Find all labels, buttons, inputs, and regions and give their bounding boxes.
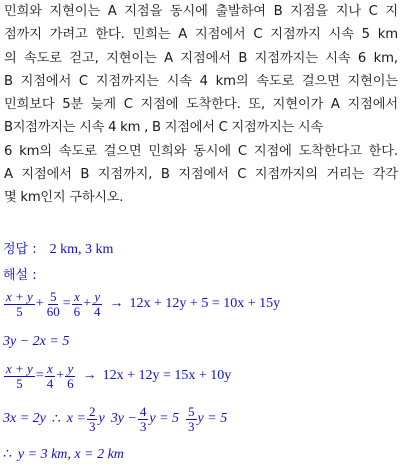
problem-line: 몇 km인지 구하시오. bbox=[4, 190, 124, 206]
numerator: 4 bbox=[139, 404, 147, 419]
numerator: x bbox=[47, 361, 53, 376]
answer-row bbox=[3, 238, 397, 258]
fraction bbox=[186, 405, 197, 433]
denominator: 4 bbox=[94, 303, 101, 319]
denominator: 3 bbox=[188, 418, 195, 434]
problem-line: 민희와 지현이는 A 지점을 동시에 출발하여 B 지점을 지나 C 지 bbox=[4, 4, 398, 19]
operator: + bbox=[35, 296, 44, 312]
denominator: 60 bbox=[46, 303, 60, 319]
numerator: 5 bbox=[188, 404, 195, 419]
denominator: 6 bbox=[73, 303, 81, 319]
fraction bbox=[65, 362, 76, 390]
fraction bbox=[4, 290, 35, 318]
operator: = bbox=[62, 296, 71, 312]
arrow-icon: → bbox=[82, 368, 97, 384]
problem-line: A 지점에서 B 지점까지, B 지점에서 C 지점까지의 거리는 각각 bbox=[4, 167, 398, 183]
numerator: y bbox=[94, 289, 101, 304]
problem-line: 점까지 가려고 한다. 민희는 A 지점에서 C 지점까지 시속 5 km bbox=[4, 27, 398, 43]
equation-text: 3y − bbox=[110, 411, 137, 427]
problem-line: B 지점에서 C 지점까지는 시속 4 km의 속도로 걸으면 지현이는 bbox=[4, 73, 398, 89]
therefore-icon: ∴ bbox=[3, 447, 12, 462]
fraction bbox=[45, 290, 62, 318]
equation-text: 3x = 2y bbox=[3, 411, 46, 427]
problem-line: 민희보다 5분 늦게 C 지점에 도착한다. 또, 지현이가 A 지점에서 bbox=[4, 97, 398, 113]
fraction bbox=[87, 405, 98, 433]
numerator: 5 bbox=[49, 289, 57, 304]
equation-text: y = 5 bbox=[197, 411, 228, 427]
equation-result: 12x + 12y = 15x + 10y bbox=[102, 368, 232, 384]
numerator: y bbox=[67, 361, 74, 376]
denominator: 3 bbox=[139, 418, 147, 434]
numerator: x bbox=[73, 289, 80, 304]
equation-text: y = 5 bbox=[149, 411, 180, 427]
fraction bbox=[72, 290, 83, 318]
equation-text: y bbox=[98, 411, 105, 427]
solution-label: 해설 : bbox=[3, 268, 37, 283]
arrow-icon: → bbox=[109, 296, 124, 312]
fraction bbox=[92, 290, 103, 318]
problem-line: B지점까지는 시속 4 km , B 지점에서 C 지점까지는 시속 bbox=[4, 120, 323, 136]
fraction bbox=[45, 362, 56, 390]
numerator: x + y bbox=[6, 361, 33, 376]
equation-text: 3y − 2x = 5 bbox=[3, 334, 70, 349]
equation-2 bbox=[3, 334, 69, 350]
problem-line: 6 km의 속도로 걸으면 민희와 동시에 C 지점에 도착한다고 한다. bbox=[4, 143, 398, 159]
denominator: 6 bbox=[67, 375, 74, 391]
equation-1 bbox=[3, 290, 280, 318]
operator: + bbox=[56, 368, 65, 384]
answer-label: 정답 : bbox=[3, 242, 37, 257]
equation-5 bbox=[3, 446, 124, 463]
operator: = bbox=[35, 368, 44, 384]
fraction bbox=[138, 405, 149, 433]
final-answer: y = 3 km, x = 2 km bbox=[17, 446, 124, 462]
equation-4 bbox=[3, 405, 227, 433]
denominator: 3 bbox=[88, 418, 96, 434]
equation-3 bbox=[3, 362, 231, 390]
denominator: 5 bbox=[16, 303, 23, 319]
equation-result: 12x + 12y + 5 = 10x + 15y bbox=[129, 296, 281, 312]
denominator: 5 bbox=[16, 375, 23, 391]
answer-value: 2 km, 3 km bbox=[49, 242, 114, 257]
operator: + bbox=[83, 296, 92, 312]
numerator: x + y bbox=[6, 289, 33, 304]
equation-text: x = bbox=[66, 411, 86, 427]
fraction bbox=[4, 362, 35, 390]
denominator: 4 bbox=[46, 375, 54, 391]
problem-line: 의 속도로 걷고, 지현이는 A 지점에서 B 지점까지는 시속 6 km, bbox=[4, 50, 398, 66]
therefore-icon: ∴ bbox=[51, 411, 61, 427]
solution-label-row bbox=[3, 264, 397, 284]
problem-text bbox=[4, 0, 398, 210]
numerator: 2 bbox=[88, 404, 96, 419]
